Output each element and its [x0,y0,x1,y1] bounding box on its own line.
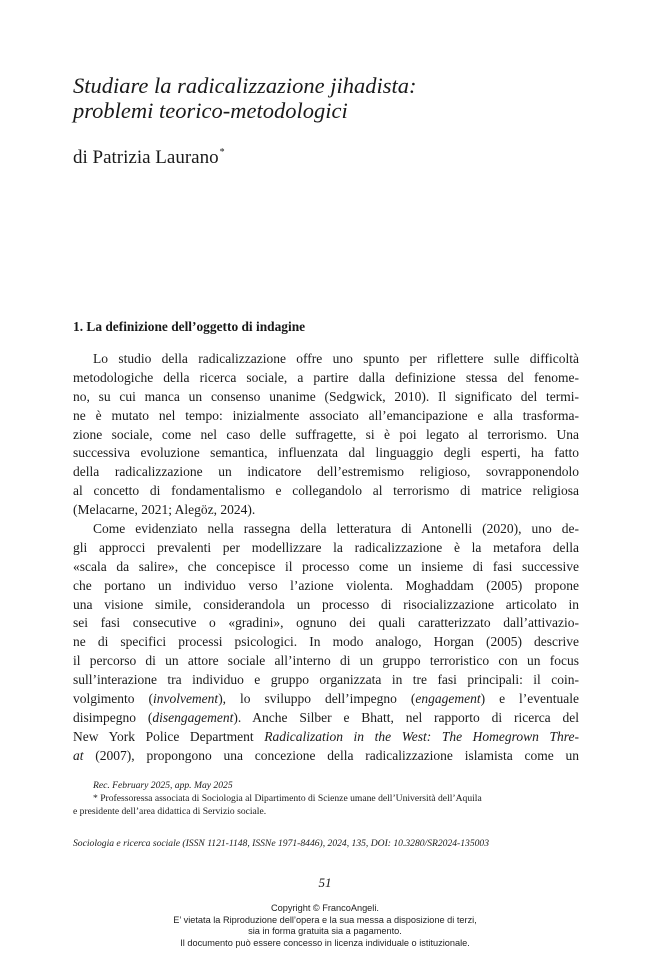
copyright-line: Copyright © FrancoAngeli. [271,903,379,913]
received-note: Rec. February 2025, app. May 2025 [93,780,233,791]
body-text-run: volgimento ( [73,691,153,707]
body-line-mixed [73,690,579,709]
body-italic-term: involvement [152,691,219,707]
copyright-line: sia in forma gratuita sia a pagamento. [248,926,402,937]
body-line: il percorso di un attore sociale all’interno di un gruppo terroristico con un focus [73,653,579,669]
author-footnote-mark: * [219,147,225,158]
page-number: 51 [318,875,332,890]
article-title-line: Studiare la radicalizzazione jihadista: [73,73,417,98]
body-text-run: New York Police Department [73,728,265,744]
author-affiliation-note-cont: e presidente dell’area didattica di Servizio sociale. [73,806,267,818]
body-line: al concetto di fondamentalismo e collegandolo al terrorismo di matrice religiosa [73,483,579,499]
copyright-line: Il documento può essere concesso in licenza individuale o istituzionale. [180,937,470,948]
body-line: «scala da salire», che concepisce il processo come un insieme di fasi successive [73,558,579,574]
body-text-run: ). Anche Silber e Bhatt, nel rapporto di ricerca del [233,709,579,725]
body-text-run: disimpegno ( [73,709,153,725]
body-line: Lo studio della radicalizzazione offre uno spunto per riflettere sulle difficoltà [93,351,579,366]
article-title [73,73,593,123]
body-line: Come evidenziato nella rassegna della letteratura di Antonelli (2020), uno de- [93,521,579,537]
body-line-mixed [73,728,579,747]
body-line: gli approcci prevalenti per modellizzare la radicalizzazione è la metafora della [73,539,579,555]
section-heading: 1. La definizione dell’oggetto di indagine [73,319,306,334]
body-line: sei fasi consecutive o «gradini», ognuno dei quali caratterizzato dall’attivazio- [73,615,579,631]
body-line: zione sociale, come nel caso delle suffragette, si è poi legato al terrorismo. Una [73,426,579,442]
body-text-run: ), lo sviluppo dell’impegno ( [218,691,416,707]
body-line: (Melacarne, 2021; Alegöz, 2024). [73,502,256,518]
journal-citation: Sociologia e ricerca sociale (ISSN 1121-1148, ISSNe 1971-8446), 2024, 135, DOI: 10.3280/SR2024-135003 [73,838,490,849]
body-text-run: ) e l’eventuale [480,691,579,707]
body-italic-title: Radicalization in the West: The Homegrown Thre- [264,728,579,744]
body-line-mixed [73,709,579,728]
body-line: ne è mutato nel tempo: inizialmente associato all’emancipazione e alla trasforma- [73,407,579,423]
body-italic-term: disengagement [152,709,234,725]
body-line: una visione simile, considerandola un processo di risocializzazione articolato in [73,596,579,612]
copyright-notice [0,903,650,949]
copyright-line: E’ vietata la Riproduzione dell’opera e la sua messa a disposizione di terzi, [173,914,477,925]
body-line: successiva evoluzione semantica, influenzata dal linguaggio degli esperti, ha fatto [73,445,579,461]
footnotes [73,779,579,819]
body-line: sull’interazione tra individuo e gruppo organizzata in tre fasi principali: il coin- [73,672,579,688]
body-line: ne di specifici processi psicologici. In modo analogo, Horgan (2005) descrive [73,634,579,650]
body-text [73,350,579,766]
body-line: della radicalizzazione un indicatore dell’estremismo religioso, sovrapponendolo [73,464,579,480]
body-line: che portano un individuo verso l’azione violenta. Moghaddam (2005) propone [73,577,579,593]
article-title-line: problemi teorico-metodologici [73,98,348,123]
author-affiliation-note: * Professoressa associata di Sociologia al Dipartimento di Scienze umane dell’Università dell’Aquila [93,793,482,805]
body-italic-term: engagement [415,691,481,707]
body-line: metodologiche della ricerca sociale, a partire dalla definizione stessa del fenome- [73,369,579,385]
article-author [73,141,225,170]
body-text-run: (2007), propongono una concezione della radicalizzazione islamista come un [95,747,579,763]
body-line-mixed [73,747,579,766]
body-line: no, su cui manca un consenso unanime (Sedgwick, 2010). Il significato del termi- [73,388,579,404]
body-italic-title: at [73,747,84,763]
author-name: di Patrizia Laurano [73,147,219,168]
